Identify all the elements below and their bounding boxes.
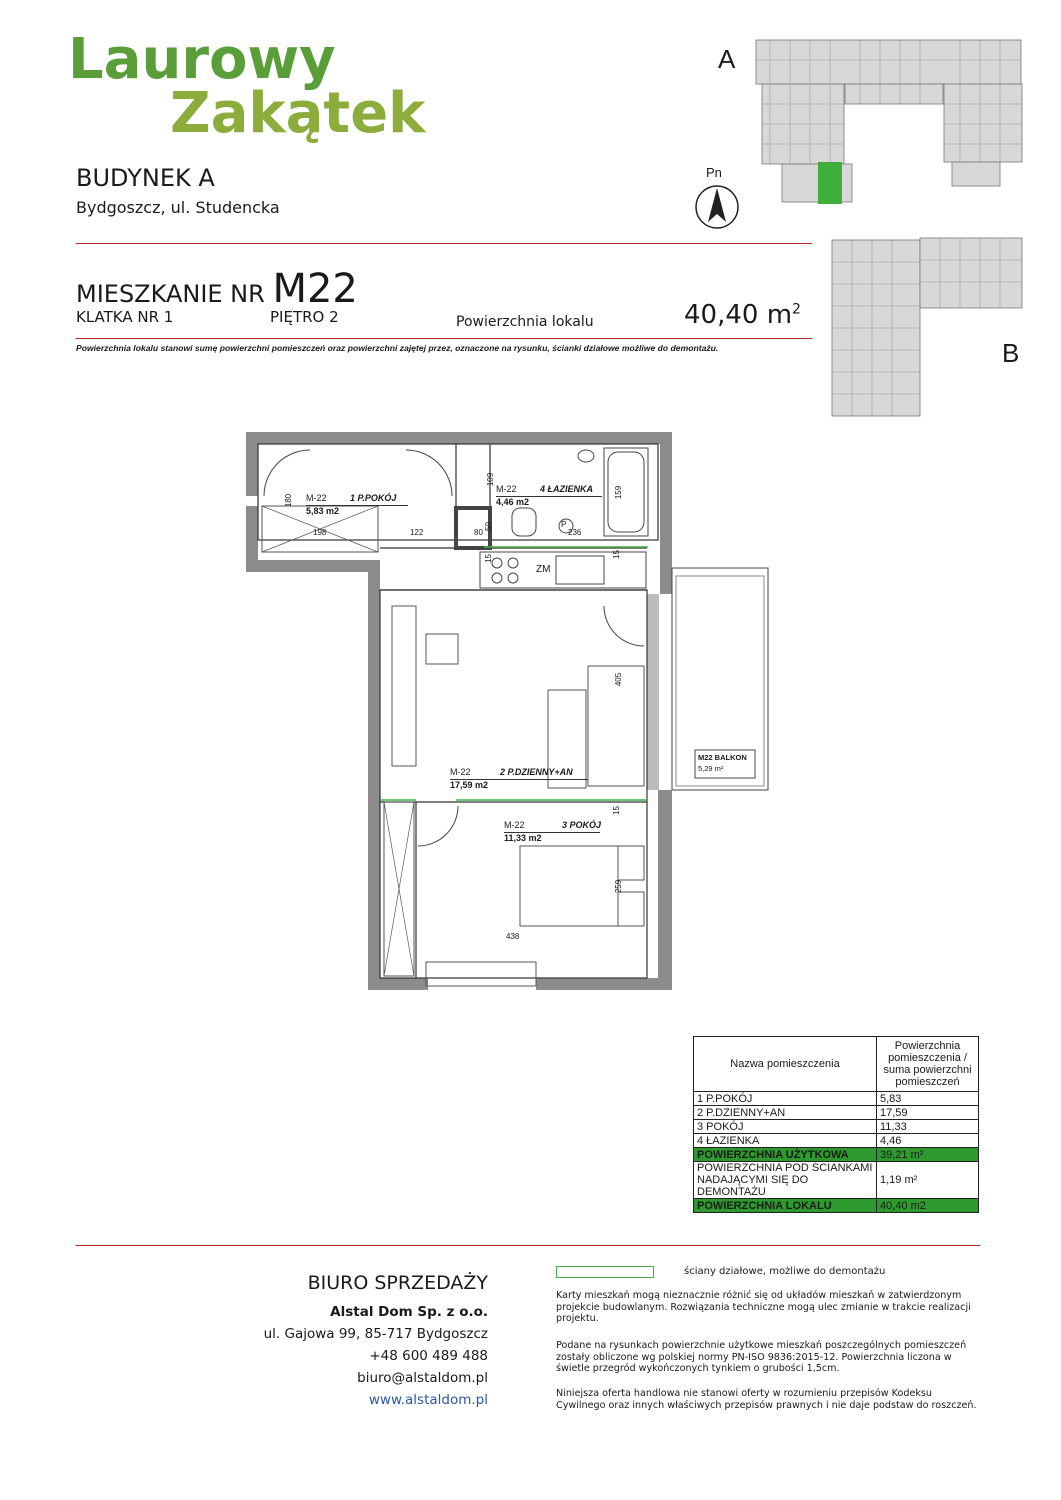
balcony-area: 5,29 m²	[698, 764, 724, 773]
removable-area-name: POWIERZCHNIA POD ŚCIANKAMI NADAJĄCYMI SIĘ DO DEMONTAŻU	[694, 1162, 877, 1199]
kitchen-fixtures	[480, 552, 646, 588]
table-row	[694, 1134, 979, 1148]
room4-name: 4 ŁAZIENKA	[540, 484, 594, 494]
table-cell-value: 11,33	[877, 1120, 979, 1134]
usable-area-value: 39,21 m²	[877, 1148, 979, 1162]
building-b-letter: B	[1002, 338, 1020, 368]
table-cell-name: 3 POKÓJ	[694, 1120, 877, 1134]
room4-area: 4,46 m2	[496, 496, 602, 507]
table-row-removable	[694, 1162, 979, 1199]
zm-label: ZM	[536, 564, 551, 575]
legend-swatch	[556, 1266, 654, 1278]
table-cell-value: 17,59	[877, 1106, 979, 1120]
room3-code: M-22	[504, 820, 525, 830]
sales-office-title: BIURO SPRZEDAŻY	[307, 1272, 488, 1294]
area-unit-sup: 2	[792, 301, 801, 318]
total-area-value: 40,40 m2	[877, 1199, 979, 1213]
dim-180: 180	[284, 493, 294, 508]
table-cell-value: 5,83	[877, 1092, 979, 1106]
building-address: Bydgoszcz, ul. Studencka	[76, 198, 280, 217]
area-table	[693, 1036, 979, 1213]
room1-code: M-22	[306, 493, 327, 503]
sales-phone[interactable]: +48 600 489 488	[369, 1348, 488, 1364]
dim-159: 159	[614, 485, 624, 500]
dim-259: 259	[614, 879, 624, 894]
brand-logo-line1: Laurowy	[68, 27, 336, 92]
p-symbol: P	[561, 520, 567, 529]
room2-area: 17,59 m2	[450, 779, 588, 790]
room2-code: M-22	[450, 767, 471, 777]
apartment-label: MIESZKANIE NR	[76, 280, 265, 308]
apartment-number: M22	[272, 266, 358, 312]
sales-company: Alstal Dom Sp. z o.o.	[330, 1304, 488, 1320]
removable-area-value: 1,19 m²	[877, 1162, 979, 1199]
footer-divider	[76, 1245, 980, 1246]
sales-address: ul. Gajowa 99, 85-717 Bydgoszcz	[263, 1326, 488, 1342]
table-row	[694, 1106, 979, 1120]
table-row-usable	[694, 1148, 979, 1162]
usable-area-name: POWIERZCHNIA UŻYTKOWA	[694, 1148, 877, 1162]
disclaimer-2: Podane na rysunkach powierzchnie użytkowe mieszkań poszczególnych pomieszczeń zostały obliczone wg polskiej normy PN-ISO 9836:2015-12. Powierzchnia liczona w świetle przegród wykończonych tynkiem o grubości 1,5cm.	[556, 1340, 967, 1375]
table-header-area: Powierzchnia pomieszczenia / suma powierzchni pomieszczeń	[877, 1037, 979, 1092]
table-cell-name: 2 P.DZIENNY+AN	[694, 1106, 877, 1120]
dim-405: 405	[614, 672, 624, 687]
room2-name: 2 P.DZIENNY+AN	[500, 767, 573, 777]
dim-122: 122	[410, 528, 424, 537]
dim-15b: 15	[611, 550, 621, 559]
dim-15a: 15	[483, 554, 493, 563]
furniture	[392, 606, 644, 986]
room1-area: 5,83 m2	[306, 505, 408, 516]
room1-name: 1 P.POKÓJ	[350, 493, 397, 503]
area-note: Powierzchnia lokalu stanowi sumę powierzchni pomieszczeń oraz powierzchni zajętej przez, oznaczone na rysunku, ścianki działowe możliwe do demontażu.	[76, 343, 719, 353]
entry-elements	[262, 506, 414, 976]
disclaimer-3: Niniejsza oferta handlowa nie stanowi oferty w rozumieniu przepisów Kodeksu Cywilnego oraz innych właściwych przepisów prawnych i nie daje podstaw do roszczeń.	[556, 1388, 977, 1411]
room4-code: M-22	[496, 484, 517, 494]
table-row-total	[694, 1199, 979, 1213]
table-header-name: Nazwa pomieszczenia	[694, 1037, 877, 1092]
dim-15c: 15	[611, 806, 621, 815]
table-row	[694, 1120, 979, 1134]
dim-109: 109	[486, 472, 496, 487]
dim-438: 438	[506, 932, 520, 941]
room3-name: 3 POKÓJ	[562, 820, 602, 830]
dim-80: 80	[474, 528, 483, 537]
area-label: Powierzchnia lokalu	[456, 314, 594, 330]
floor-label: PIĘTRO 2	[270, 308, 339, 326]
room3-area: 11,33 m2	[504, 832, 600, 843]
brand-logo-line2: Zakątek	[170, 81, 426, 146]
dim-236: 236	[568, 528, 582, 537]
table-row	[694, 1092, 979, 1106]
building-a-letter: A	[718, 44, 736, 74]
table-cell-name: 1 P.POKÓJ	[694, 1092, 877, 1106]
sales-website-link[interactable]: www.alstaldom.pl	[368, 1392, 488, 1408]
table-cell-name: 4 ŁAZIENKA	[694, 1134, 877, 1148]
sales-email[interactable]: biuro@alstaldom.pl	[357, 1370, 488, 1386]
north-label: Pn	[706, 165, 722, 180]
legend-text: ściany działowe, możliwe do demontażu	[684, 1266, 886, 1277]
area-value-text: 40,40 m	[684, 300, 793, 330]
staircase-label: KLATKA NR 1	[76, 308, 174, 326]
disclaimer-1: Karty mieszkań mogą nieznacznie różnić się od układów mieszkań w zatwierdzonym projekcie budowlanym. Rozwiązania techniczne mogą ulec zmianie w trakcie realizacji projektu.	[556, 1290, 971, 1325]
balcony-name: M22 BALKON	[698, 753, 747, 762]
dim-198: 198	[313, 528, 327, 537]
total-area-name: POWIERZCHNIA LOKALU	[694, 1199, 877, 1213]
dim-50: 50	[483, 522, 493, 531]
table-cell-value: 4,46	[877, 1134, 979, 1148]
building-title: BUDYNEK A	[76, 164, 215, 192]
